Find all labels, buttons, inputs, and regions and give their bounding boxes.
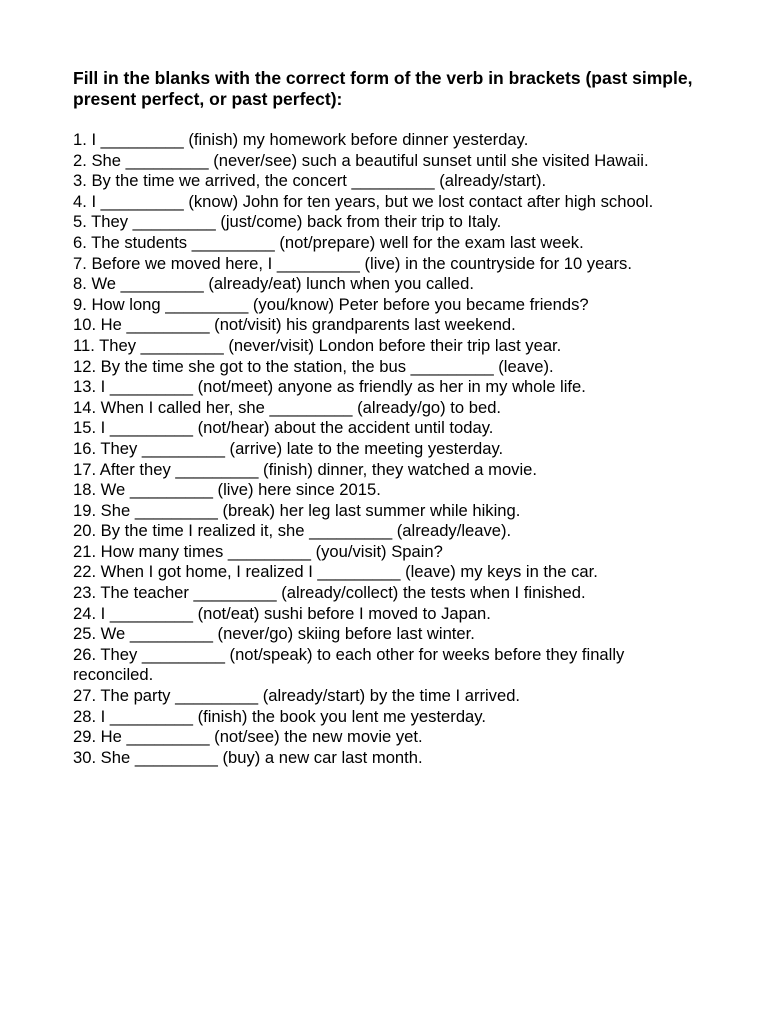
exercise-item: 25. We _________ (never/go) skiing before last winter.: [73, 624, 475, 644]
exercise-item: 26. They _________ (not/speak) to each other for weeks before they finally reconciled.: [73, 644, 625, 685]
exercise-item: 23. The teacher _________ (already/collect) the tests when I finished.: [73, 583, 586, 603]
exercise-item: 22. When I got home, I realized I _________ (leave) my keys in the car.: [73, 562, 598, 582]
exercise-item: 1. I _________ (finish) my homework before dinner yesterday.: [73, 130, 529, 149]
exercise-list: [73, 130, 698, 768]
exercise-item: 17. After they _________ (finish) dinner, they watched a movie.: [73, 459, 537, 479]
exercise-item: 19. She _________ (break) her leg last summer while hiking.: [73, 500, 521, 520]
exercise-item: 30. She _________ (buy) a new car last month.: [73, 747, 423, 767]
exercise-item: 2. She _________ (never/see) such a beautiful sunset until she visited Hawaii.: [73, 150, 649, 170]
exercise-item: 12. By the time she got to the station, the bus _________ (leave).: [73, 356, 554, 376]
exercise-item: 9. How long _________ (you/know) Peter before you became friends?: [73, 294, 589, 314]
exercise-item: 18. We _________ (live) here since 2015.: [73, 480, 381, 500]
exercise-item: 11. They _________ (never/visit) London before their trip last year.: [73, 335, 562, 355]
exercise-item: 24. I _________ (not/eat) sushi before I moved to Japan.: [73, 603, 491, 623]
exercise-item: 13. I _________ (not/meet) anyone as friendly as her in my whole life.: [73, 377, 586, 397]
exercise-item: 5. They _________ (just/come) back from their trip to Italy.: [73, 212, 502, 232]
exercise-item: 8. We _________ (already/eat) lunch when you called.: [73, 274, 474, 294]
exercise-item: 21. How many times _________ (you/visit) Spain?: [73, 541, 443, 561]
worksheet-instructions: Fill in the blanks with the correct form of the verb in brackets (past simple, present perfect, or past perfect):: [73, 68, 693, 109]
exercise-item: 10. He _________ (not/visit) his grandparents last weekend.: [73, 315, 516, 335]
exercise-item: 16. They _________ (arrive) late to the meeting yesterday.: [73, 438, 504, 458]
exercise-item: 28. I _________ (finish) the book you lent me yesterday.: [73, 706, 486, 726]
exercise-item: 15. I _________ (not/hear) about the accident until today.: [73, 418, 494, 438]
exercise-item: 27. The party _________ (already/start) by the time I arrived.: [73, 686, 521, 706]
exercise-item: 3. By the time we arrived, the concert _________ (already/start).: [73, 171, 547, 191]
exercise-item: 14. When I called her, she _________ (already/go) to bed.: [73, 397, 502, 417]
exercise-item: 20. By the time I realized it, she _________ (already/leave).: [73, 521, 512, 541]
exercise-item: 6. The students _________ (not/prepare) well for the exam last week.: [73, 232, 584, 252]
exercise-item: 4. I _________ (know) John for ten years, but we lost contact after high school.: [73, 191, 654, 211]
exercise-item: 7. Before we moved here, I _________ (live) in the countryside for 10 years.: [73, 253, 632, 273]
exercise-item: 29. He _________ (not/see) the new movie yet.: [73, 727, 423, 747]
